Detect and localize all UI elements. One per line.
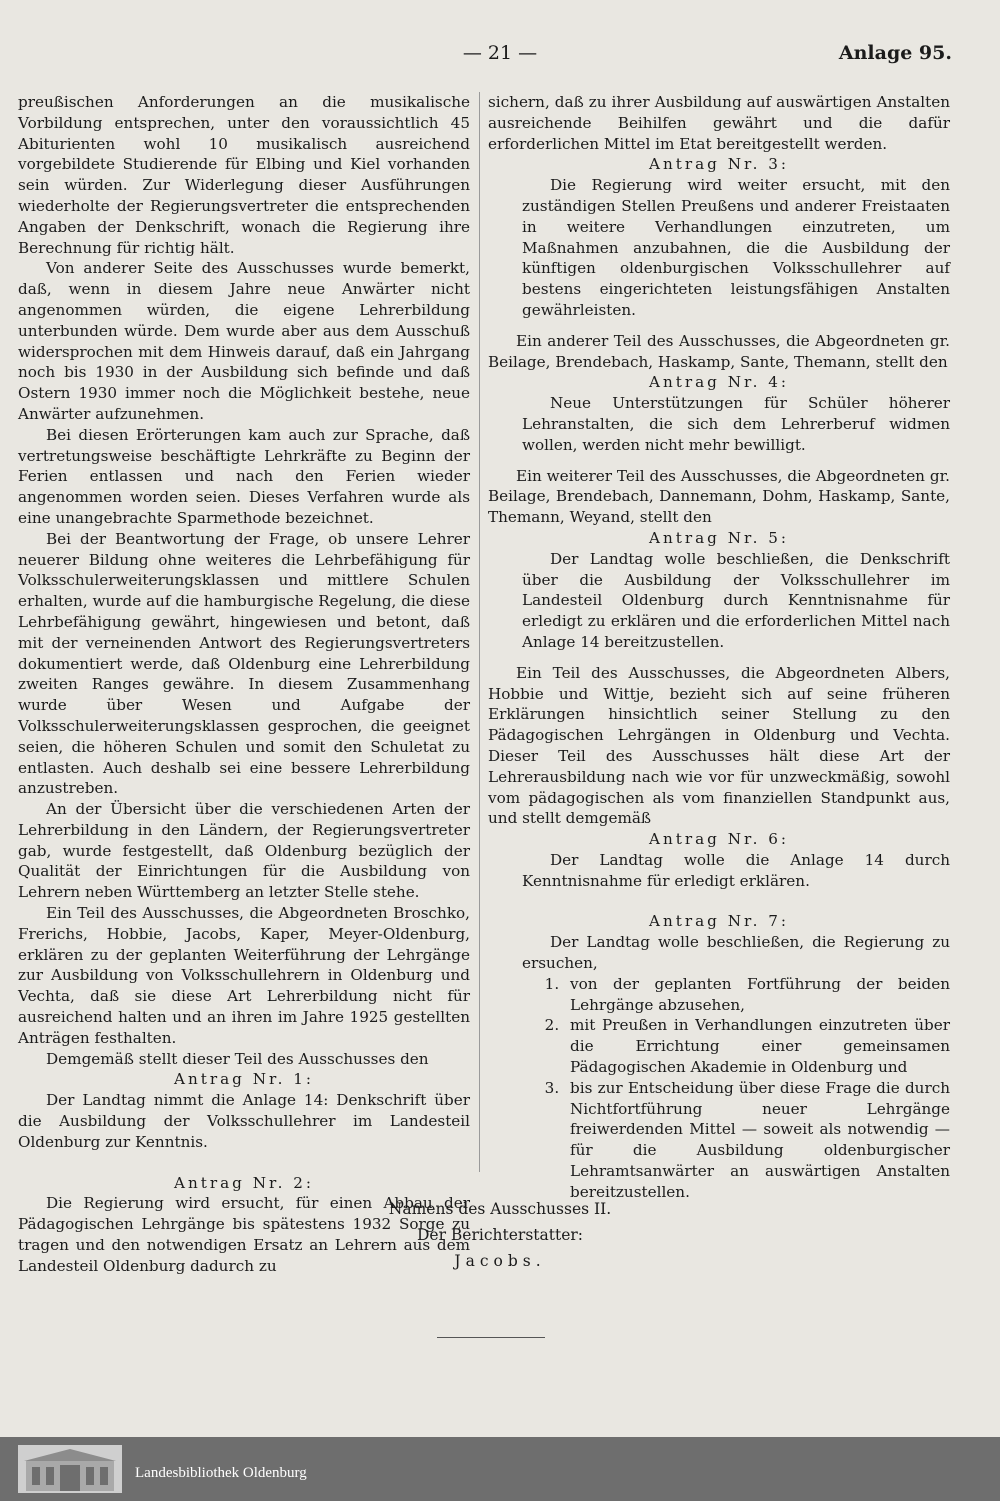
left-paragraph-3: Bei diesen Erörterungen kam auch zur Sprache, daß vertretungsweise beschäftigte Lehrkräfte zu Beginn der Ferien entlassen und nach den Ferien wieder angenommen worden seien. Dieses Verfahren wurde als eine unangebrachte Sparmethode bezeichnet. bbox=[18, 425, 470, 527]
antrag-6-text: Der Landtag wolle die Anlage 14 durch Kenntnisnahme für erledigt erklären. bbox=[522, 850, 950, 890]
antrag-4-title: Antrag Nr. 4: bbox=[648, 373, 790, 392]
left-paragraph-5: An der Übersicht über die verschiedenen Arten der Lehrerbildung in den Ländern, der Regierungsvertreter gab, wurde festgestellt, daß Oldenburg bezüglich der Qualität der Einrichtungen für die Ausbildung von Lehrern neben Württemberg an letzter Stelle stehe. bbox=[18, 800, 470, 902]
right-column bbox=[488, 92, 950, 1203]
antrag-2-title: Antrag Nr. 2: bbox=[173, 1173, 315, 1192]
page-number: — 21 — bbox=[462, 42, 538, 64]
antrag-7-item-3: 3. bis zur Entscheidung über diese Frage die durch Nichtfortführung neuer Lehrgänge freiwerdenden Mittel — soweit als notwendig — für die Ausbildung oldenburgischer Lehramtsanwärter an auswärtigen Anstalten bereitzustellen. bbox=[564, 1078, 950, 1203]
antrag-7-list bbox=[488, 974, 950, 1203]
left-paragraph-4: Bei der Beantwortung der Frage, ob unsere Lehrer neuerer Bildung ohne weiteres die Lehrbefähigung für Volksschulerweiterungsklassen und mittlere Schulen erhalten, wurde auf die hamburgische Regelung, die diese Lehrbefähigung gewährt, hingewiesen und betont, daß mit der verneinenden Antwort des Regierungsvertreters dokumentiert werde, daß Oldenburg eine Lehrerbildung zweiten Ranges gewähre. In diesem Zusammenhang wurde über Wesen und Aufgabe der Volksschulerweiterungsklassen gesprochen, die geeignet seien, die höheren Schulen und somit den Schuletat zu entlasten. Auch deshalb sei eine bessere Lehrerbildung anzustreben. bbox=[18, 529, 470, 798]
antrag-3-text: Die Regierung wird weiter ersucht, mit den zuständigen Stellen Preußens und anderer Freistaaten in weitere Verhandlungen einzutreten, um Maßnahmen anzubahnen, die die Ausbildung der künftigen oldenburgischen Volksschullehrer auf bestens eingerichteten leistungsfähigen Anstalten gewährleisten. bbox=[522, 176, 950, 319]
page-header bbox=[0, 42, 1000, 72]
antrag-2-text: Die Regierung wird ersucht, für einen Abbau der Pädagogischen Lehrgänge bis spätestens 1932 Sorge zu tragen und den notwendigen Ersatz an Lehrern aus dem Landesteil Oldenburg dadurch zu bbox=[18, 1194, 470, 1275]
antrag-5-title: Antrag Nr. 5: bbox=[648, 528, 790, 547]
footer-bar bbox=[0, 1437, 1000, 1501]
antrag-3-title: Antrag Nr. 3: bbox=[648, 155, 790, 174]
signature-role: Der Berichterstatter: bbox=[416, 1226, 584, 1244]
left-column bbox=[18, 92, 470, 1277]
antrag-7-item-2: 2. mit Preußen in Verhandlungen einzutreten über die Errichtung einer gemeinsamen Pädagogischen Akademie in Oldenburg und bbox=[564, 1015, 950, 1077]
right-paragraph-1: sichern, daß zu ihrer Ausbildung auf auswärtigen Anstalten ausreichende Beihilfen gewährt und die dafür erforderlichen Mittel im Etat bereitgestellt werden. bbox=[488, 93, 950, 153]
library-building-icon bbox=[18, 1445, 122, 1493]
antrag-7-title: Antrag Nr. 7: bbox=[648, 912, 790, 931]
antrag-7-item-1: 1. von der geplanten Fortführung der beiden Lehrgänge abzusehen, bbox=[564, 974, 950, 1016]
left-paragraph-7: Demgemäß stellt dieser Teil des Ausschusses den bbox=[46, 1049, 429, 1068]
antrag-5-text: Der Landtag wolle beschließen, die Denkschrift über die Ausbildung der Volksschullehrer im Landesteil Oldenburg durch Kenntnisnahme für erledigt zu erklären und die erforderlichen Mittel nach Anlage 14 bereitzustellen. bbox=[522, 549, 950, 651]
left-paragraph-1: preußischen Anforderungen an die musikalische Vorbildung entsprechen, unter den voraussichtlich 45 Abiturienten wohl 10 musikalisch ausreichend vorgebildete Studierende für Elbing und Kiel vorhanden sein würden. Zur Widerlegung dieser Ausführungen wiederholte der Regierungsvertreter die entsprechenden Angaben der Denkschrift, wonach die Regierung ihre Berechnung für richtig hält. bbox=[18, 93, 470, 257]
right-paragraph-3: Ein weiterer Teil des Ausschusses, die Abgeordneten gr. Beilage, Brendebach, Dannemann, Dohm, Haskamp, Sante, Themann, Weyand, stellt den bbox=[488, 466, 950, 527]
antrag-1-text: Der Landtag nimmt die Anlage 14: Denkschrift über die Ausbildung der Volksschullehrer im Landesteil Oldenburg zur Kenntnis. bbox=[18, 1091, 470, 1151]
signature-block bbox=[0, 1196, 1000, 1274]
signature-name: Jacobs. bbox=[454, 1252, 546, 1270]
antrag-6-title: Antrag Nr. 6: bbox=[648, 830, 790, 849]
right-paragraph-2: Ein anderer Teil des Ausschusses, die Abgeordneten gr. Beilage, Brendebach, Haskamp, Sante, Themann, stellt den bbox=[488, 331, 950, 371]
left-paragraph-6: Ein Teil des Ausschusses, die Abgeordneten Broschko, Frerichs, Hobbie, Jacobs, Kaper, Meyer-Oldenburg, erklären zu der geplanten Weiterführung der Lehrgänge zur Ausbildung von Volksschullehrern in Oldenburg und Vechta, daß sie diese Art Lehrerbildung nicht für ausreichend halten und an ihren im Jahre 1925 gestellten Anträgen festhalten. bbox=[18, 904, 470, 1047]
left-paragraph-2: Von anderer Seite des Ausschusses wurde bemerkt, daß, wenn in diesem Jahre neue Anwärter nicht angenommen würden, die eigene Lehrerbildung unterbunden würde. Dem wurde aber aus dem Ausschuß widersprochen mit dem Hinweis darauf, daß ein Jahrgang noch bis 1930 in der Ausbildung sich befinde und daß Ostern 1930 immer noch die Möglichkeit bestehe, neue Anwärter aufzunehmen. bbox=[18, 259, 470, 423]
right-paragraph-4: Ein Teil des Ausschusses, die Abgeordneten Albers, Hobbie und Wittje, bezieht sich auf seine früheren Erklärungen hinsichtlich seiner Stellung zu den Pädagogischen Lehrgängen in Oldenburg und Vechta. Dieser Teil des Ausschusses hält diese Art der Lehrerausbildung nach wie vor für unzweckmäßig, sowohl vom pädagogischen als vom finanziellen Standpunkt aus, und stellt demgemäß bbox=[488, 663, 950, 828]
antrag-7-text: Der Landtag wolle beschließen, die Regierung zu ersuchen, bbox=[522, 933, 950, 973]
end-rule bbox=[437, 1337, 545, 1338]
anlage-label: Anlage 95. bbox=[838, 42, 952, 64]
antrag-4-text: Neue Unterstützungen für Schüler höherer Lehranstalten, die sich dem Lehrerberuf widmen wollen, werden nicht mehr bewilligt. bbox=[522, 394, 950, 454]
signature-committee: Namens des Ausschusses II. bbox=[388, 1200, 612, 1218]
antrag-1-title: Antrag Nr. 1: bbox=[173, 1070, 315, 1089]
column-divider bbox=[479, 92, 480, 1172]
library-name: Landesbibliothek Oldenburg bbox=[135, 1465, 307, 1481]
